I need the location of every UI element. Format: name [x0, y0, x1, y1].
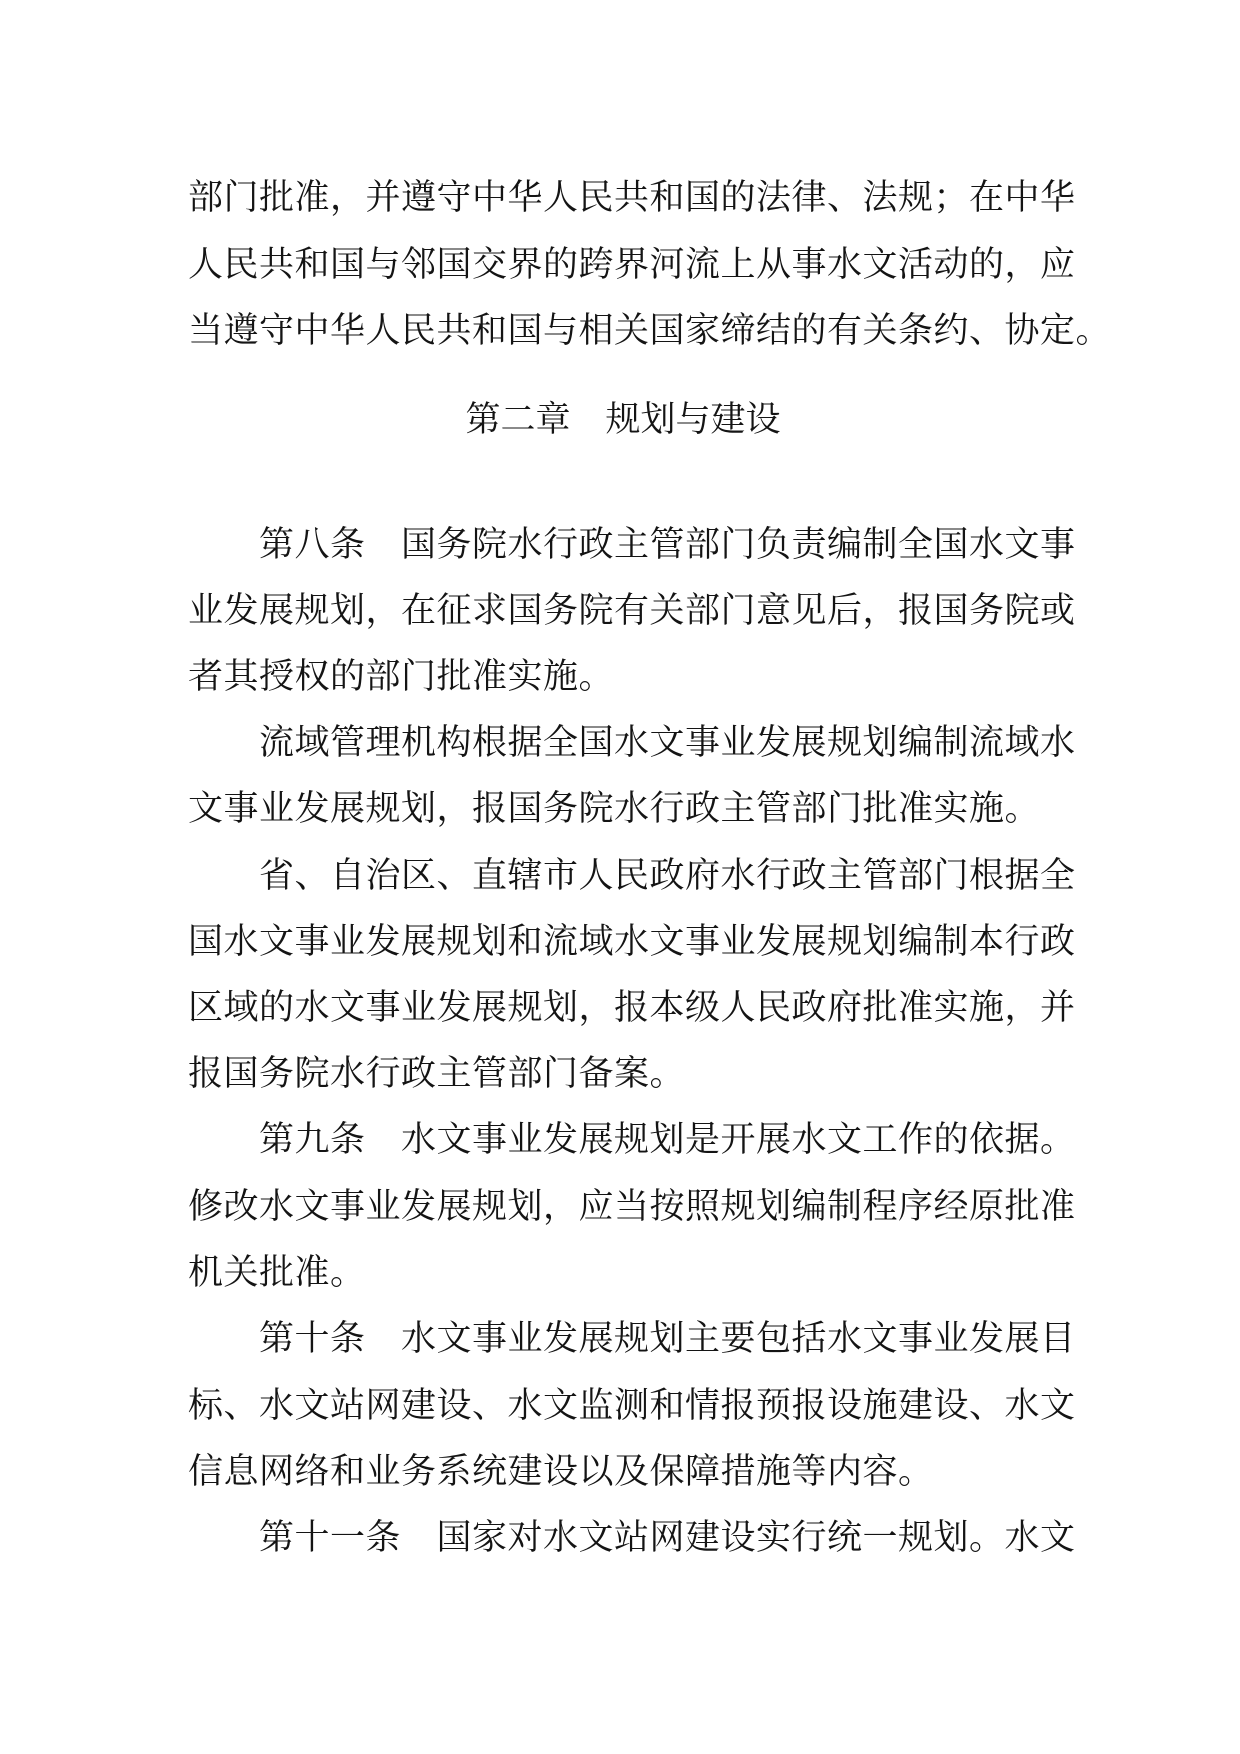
- text-line: 业发展规划，在征求国务院有关部门意见后，报国务院或: [188, 591, 1076, 631]
- text-line: 标、水文站网建设、水文监测和情报预报设施建设、水文: [188, 1386, 1076, 1426]
- text-line: 省、自治区、直辖市人民政府水行政主管部门根据全: [188, 856, 1076, 896]
- article-10-line: 第十条 水文事业发展规划主要包括水文事业发展目: [188, 1319, 1076, 1359]
- text-line: 机关批准。: [188, 1253, 366, 1293]
- text-line: 信息网络和业务系统建设以及保障措施等内容。: [188, 1452, 934, 1492]
- text-line: 区域的水文事业发展规划，报本级人民政府批准实施，并: [188, 988, 1076, 1028]
- article-11-line: 第十一条 国家对水文站网建设实行统一规划。水文: [188, 1518, 1076, 1558]
- text-line: 报国务院水行政主管部门备案。: [188, 1054, 686, 1094]
- text-line: 修改水文事业发展规划，应当按照规划编制程序经原批准: [188, 1187, 1076, 1227]
- text-line: 流域管理机构根据全国水文事业发展规划编制流域水: [188, 723, 1076, 763]
- text-line: 人民共和国与邻国交界的跨界河流上从事水文活动的，应: [188, 245, 1076, 285]
- text-line: 文事业发展规划，报国务院水行政主管部门批准实施。: [188, 789, 1041, 829]
- chapter-heading: 第二章 规划与建设: [465, 400, 781, 440]
- article-9-line: 第九条 水文事业发展规划是开展水文工作的依据。: [188, 1120, 1076, 1160]
- text-line: 当遵守中华人民共和国与相关国家缔结的有关条约、协定。: [188, 311, 1112, 351]
- text-line: 国水文事业发展规划和流域水文事业发展规划编制本行政: [188, 922, 1076, 962]
- text-line: 部门批准，并遵守中华人民共和国的法律、法规；在中华: [188, 178, 1076, 218]
- text-line: 者其授权的部门批准实施。: [188, 657, 615, 697]
- article-8-line: 第八条 国务院水行政主管部门负责编制全国水文事: [188, 525, 1076, 565]
